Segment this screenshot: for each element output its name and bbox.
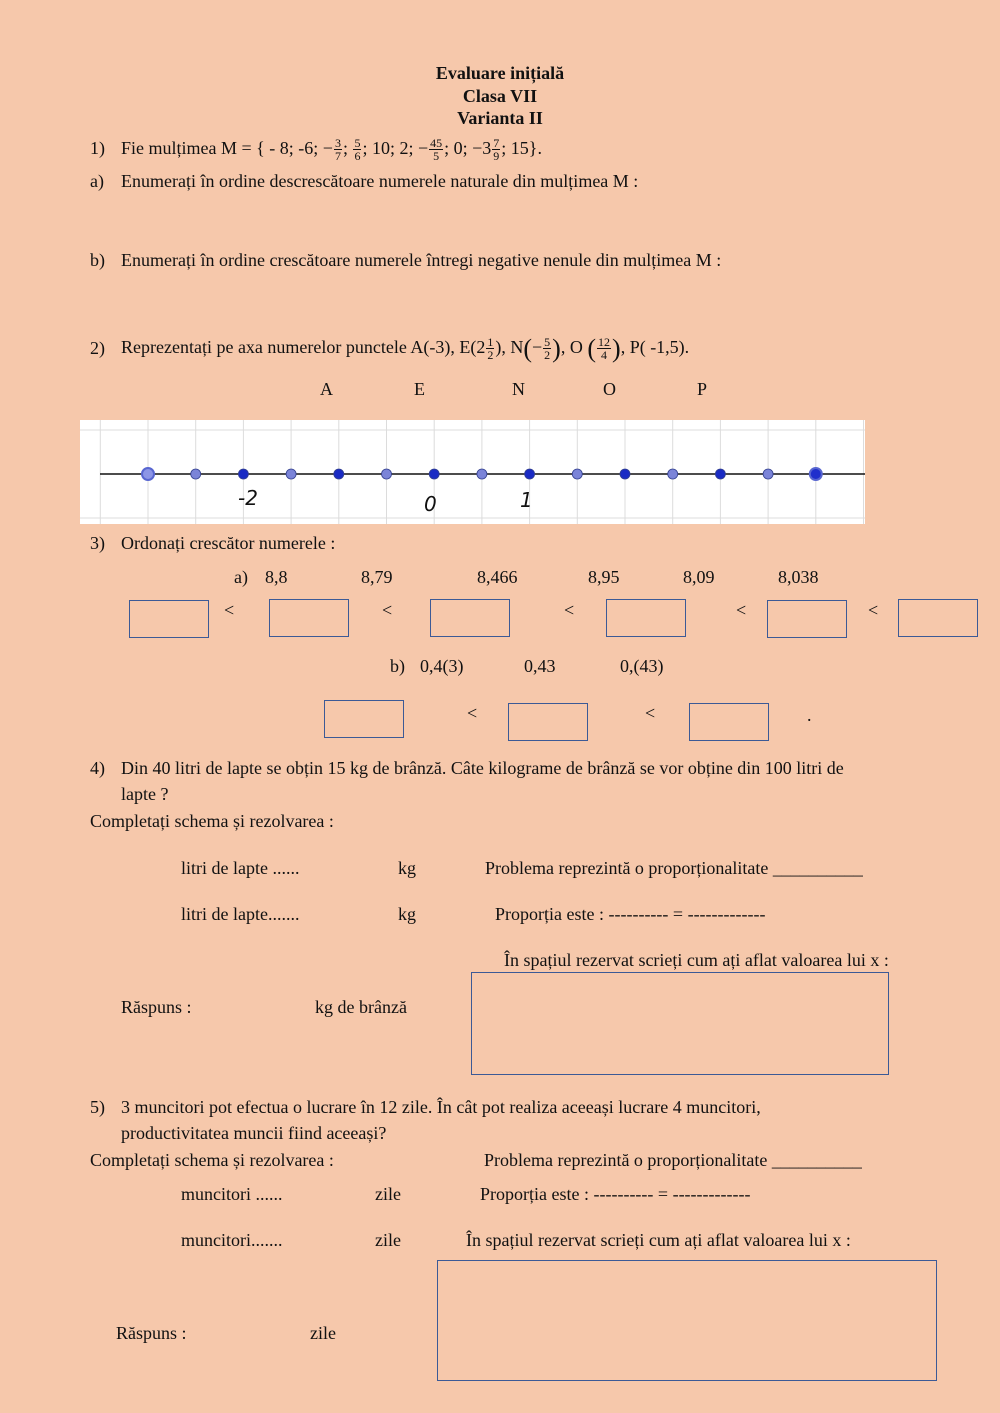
q4-answer-unit: kg de brânză (315, 997, 407, 1017)
q3b-value: 0,43 (524, 656, 556, 676)
q4-work-box[interactable] (471, 972, 889, 1075)
less-than-sign: < (467, 703, 478, 723)
q5-row1-right: Proporția este : ---------- = ------------- (480, 1184, 751, 1204)
axis-point (572, 469, 582, 479)
axis-point (238, 469, 248, 479)
less-than-sign: < (224, 600, 235, 620)
q3a-value: 8,8 (265, 567, 288, 587)
q3a-value: 8,09 (683, 567, 715, 587)
q3-number: 3) (90, 533, 105, 553)
less-than-sign: < (382, 600, 393, 620)
less-than-sign: < (645, 703, 656, 723)
q1-number: 1) (90, 138, 105, 158)
axis-point (620, 469, 630, 479)
less-than-sign: < (564, 600, 575, 620)
q3a-value: 8,79 (361, 567, 393, 587)
q4-row2-left: litri de lapte....... (181, 904, 300, 924)
q4-row1-left: litri de lapte ...... (181, 858, 300, 878)
q5-complete: Completați schema și rezolvarea : (90, 1150, 334, 1170)
q4-row2-right: Proporția este : ---------- = ------------- (495, 904, 766, 924)
q3a-label: a) (234, 567, 248, 587)
answer-box[interactable] (689, 703, 769, 741)
q5-work-box[interactable] (437, 1260, 937, 1381)
q4-answer-label: Răspuns : (121, 997, 192, 1017)
answer-box[interactable] (129, 600, 209, 638)
fraction: $\frac{45}{5}$ (430, 136, 443, 164)
class-label: Clasa VII (462, 86, 538, 106)
period: . (807, 705, 812, 725)
answer-box[interactable] (269, 599, 349, 637)
axis-point (668, 469, 678, 479)
q5-prop-text: Problema reprezintă o proporționalitate __________ (484, 1150, 862, 1170)
point-letter-p: P (697, 379, 708, 399)
q5-space-text: În spațiul rezervat scrieți cum ați aflat valoarea lui x : (466, 1230, 851, 1250)
q3a-value: 8,95 (588, 567, 620, 587)
axis-point (810, 468, 822, 480)
fraction: $\frac{1}{2}$ (487, 335, 494, 363)
axis-point (763, 469, 773, 479)
q4-row1-unit: kg (398, 858, 416, 878)
q3a-value: 8,038 (778, 567, 819, 587)
q4-complete: Completați schema și rezolvarea : (90, 811, 334, 831)
axis-label-minus2: -2 (238, 486, 258, 510)
fraction: $\frac{12}{4}$ (598, 335, 611, 363)
q5-number: 5) (90, 1097, 105, 1117)
q5-row1-unit: zile (375, 1184, 401, 1204)
axis-point (477, 469, 487, 479)
less-than-sign: < (736, 600, 747, 620)
q3b-label: b) (390, 656, 405, 676)
page-title: Evaluare inițială (435, 63, 565, 83)
q5-text-line2: productivitatea muncii fiind aceeași? (121, 1123, 387, 1143)
q1b-text: Enumerați în ordine crescătoare numerele întregi negative nenule din mulțimea M : (121, 250, 722, 270)
axis-point (382, 469, 392, 479)
less-than-sign: < (868, 600, 879, 620)
q4-number: 4) (90, 758, 105, 778)
q4-text-line1: Din 40 litri de lapte se obțin 15 kg de brânză. Câte kilograme de brânză se vor obține din 100 litri de (121, 758, 844, 778)
q5-answer-label: Răspuns : (116, 1323, 187, 1343)
axis-label-1: 1 (520, 488, 533, 512)
q5-row2-left: muncitori....... (181, 1230, 283, 1250)
axis-label-0: 0 (424, 492, 437, 516)
answer-box[interactable] (898, 599, 978, 637)
q5-text-line1: 3 muncitori pot efectua o lucrare în 12 zile. În cât pot realiza aceeași lucrare 4 muncitori, (121, 1097, 761, 1117)
axis-point (429, 469, 439, 479)
q1-statement: Fie mulțimea M = { - 8; -6; − $\frac{3}{7}$ ; $\frac{5}{6}$ ; 10; 2; − $\frac{45}{5}$ ; 0; −3 $\frac{7}{9}$ ; 15}. (121, 136, 542, 164)
answer-box[interactable] (767, 600, 847, 638)
q2-statement: Reprezentați pe axa numerelor punctele A(-3), E(2 $\frac{1}{2}$ ), N(− $\frac{5}{2}$ ), O ( $\frac{12}{4}$ ), P( -1,5). (121, 333, 690, 363)
point-letter-o: O (603, 379, 616, 399)
answer-box[interactable] (324, 700, 404, 738)
fraction: $\frac{3}{7}$ (334, 136, 341, 164)
q3b-value: 0,(43) (620, 656, 664, 676)
q4-text-line2: lapte ? (121, 784, 169, 804)
axis-point (525, 469, 535, 479)
q3-text: Ordonați crescător numerele : (121, 533, 336, 553)
point-letter-n: N (512, 379, 525, 399)
axis-point (334, 469, 344, 479)
axis-point (142, 468, 154, 480)
q4-row1-right: Problema reprezintă o proporționalitate __________ (485, 858, 863, 878)
fraction: $\frac{5}{6}$ (354, 136, 361, 164)
q2-number: 2) (90, 338, 105, 358)
q5-answer-unit: zile (310, 1323, 336, 1343)
number-line-svg (80, 420, 865, 524)
fraction: $\frac{7}{9}$ (493, 136, 500, 164)
q3a-value: 8,466 (477, 567, 518, 587)
number-line[interactable] (80, 420, 865, 524)
q4-row2-unit: kg (398, 904, 416, 924)
axis-point (715, 469, 725, 479)
fraction: $\frac{5}{2}$ (544, 335, 551, 363)
q1b-label: b) (90, 250, 105, 270)
point-letter-a: A (320, 379, 333, 399)
axis-point (191, 469, 201, 479)
answer-box[interactable] (606, 599, 686, 637)
q1a-label: a) (90, 171, 104, 191)
q1a-text: Enumerați în ordine descrescătoare numerele naturale din mulțimea M : (121, 171, 639, 191)
point-letter-e: E (414, 379, 425, 399)
answer-box[interactable] (508, 703, 588, 741)
q5-row2-unit: zile (375, 1230, 401, 1250)
answer-box[interactable] (430, 599, 510, 637)
q3b-value: 0,4(3) (420, 656, 464, 676)
variant-label: Varianta II (457, 108, 543, 128)
axis-point (286, 469, 296, 479)
q4-space-text: În spațiul rezervat scrieți cum ați aflat valoarea lui x : (504, 950, 889, 970)
q5-row1-left: muncitori ...... (181, 1184, 283, 1204)
